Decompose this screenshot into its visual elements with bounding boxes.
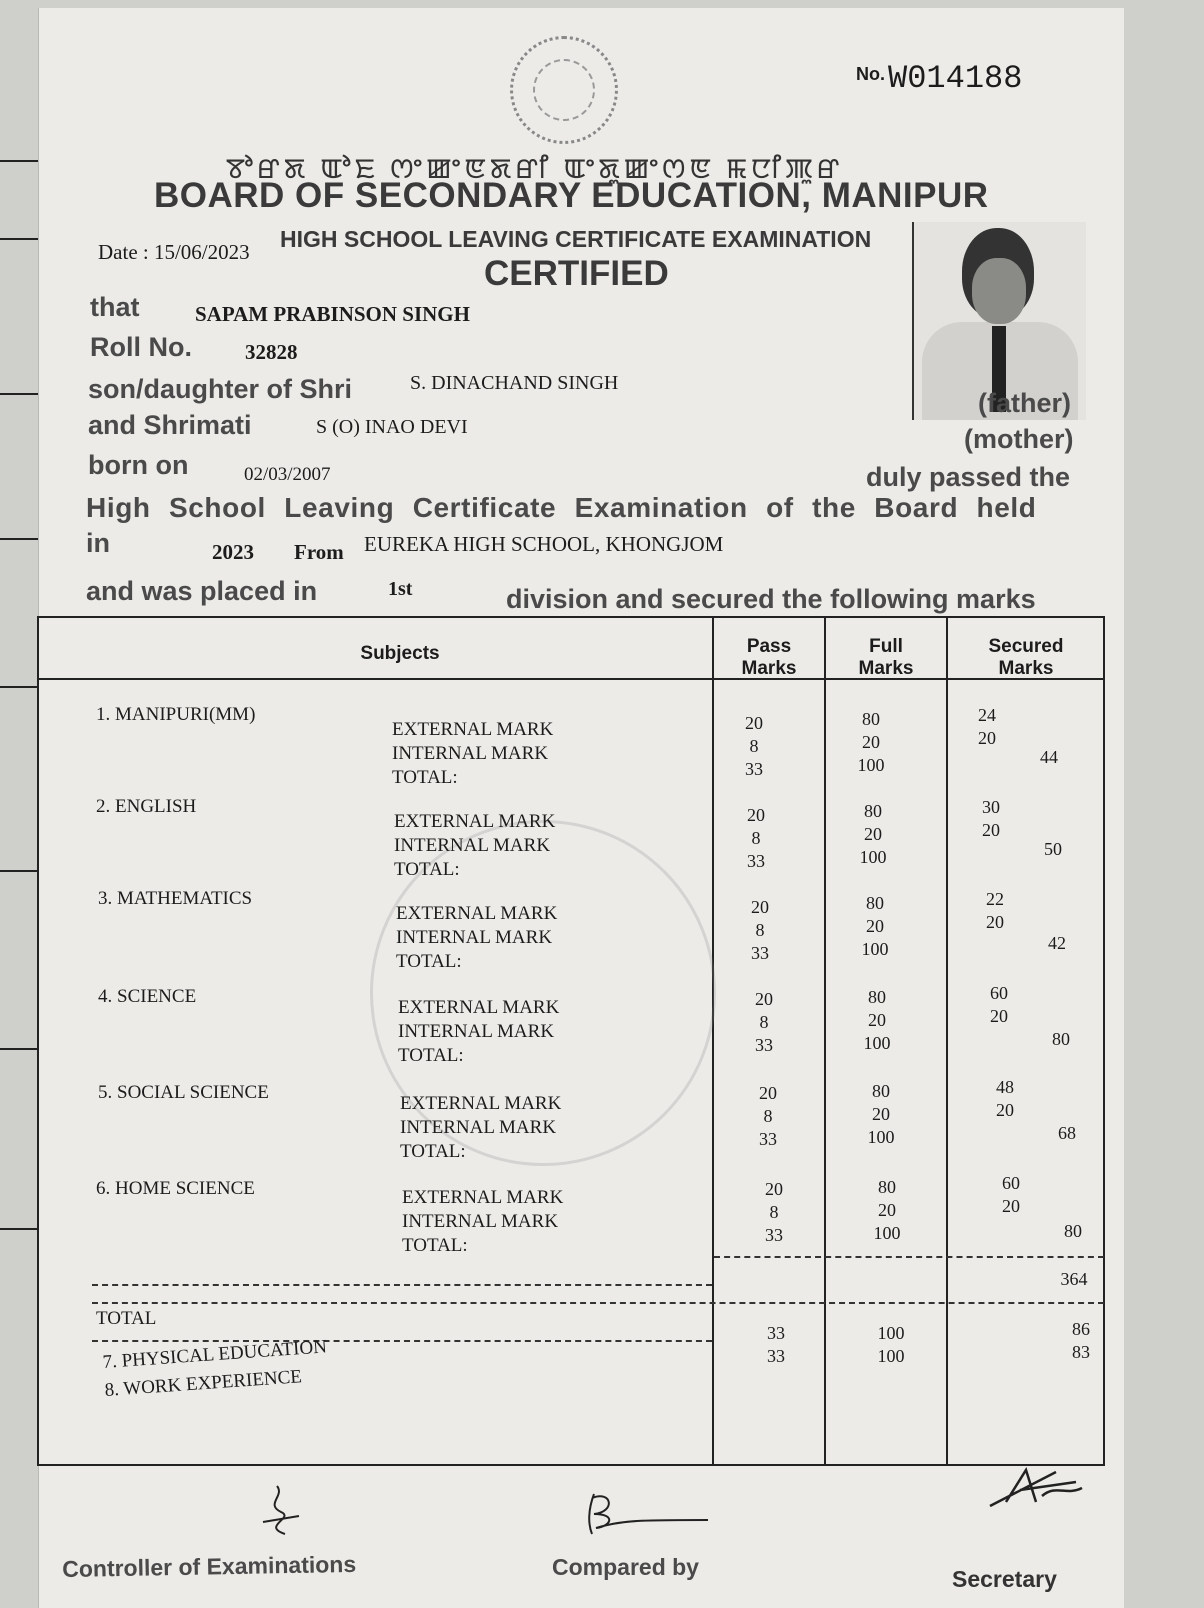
pass-marks: 20 8 33 xyxy=(765,1179,783,1245)
subject-components: EXTERNAL MARK INTERNAL MARK TOTAL: xyxy=(392,719,554,788)
that-label: that xyxy=(90,292,140,322)
dashed-rule xyxy=(714,1256,1104,1258)
exam-title: HIGH SCHOOL LEAVING CERTIFICATE EXAMINATION xyxy=(280,226,872,252)
in-label: in xyxy=(86,528,110,558)
board-script-title: ꯕꯣꯔꯗ ꯑꯣꯐ ꯁꯦꯀꯦꯟꯗꯔꯤ ꯑꯦꯗꯨꯀꯦꯁꯟ ꯃꯅꯤꯄꯨꯔ xyxy=(226,154,844,185)
exam-line: High School Leaving Certificate Examination of the Board held xyxy=(86,492,1037,523)
mother-name: S (O) INAO DEVI xyxy=(316,416,468,438)
full-marks: 80 20 100 xyxy=(857,709,885,775)
extra-subject-name: 7. PHYSICAL EDUCATION xyxy=(102,1336,328,1373)
issue-date: Date : 15/06/2023 xyxy=(98,240,250,264)
division-text: division and secured the following marks xyxy=(506,584,1036,614)
subject-total: 68 xyxy=(1058,1123,1076,1143)
subject-total: 42 xyxy=(1048,933,1066,953)
grand-total: 364 xyxy=(1060,1269,1088,1289)
header-pass: Pass Marks xyxy=(741,636,797,679)
passed-text: duly passed the xyxy=(866,462,1071,492)
subject-components: EXTERNAL MARK INTERNAL MARK TOTAL: xyxy=(394,811,556,880)
secured-marks: 48 20 xyxy=(996,1077,1014,1120)
extra-full: 100 100 xyxy=(877,1323,905,1366)
extra-pass: 33 33 xyxy=(767,1323,785,1366)
full-marks: 80 20 100 xyxy=(867,1081,895,1147)
subject-name: 4. SCIENCE xyxy=(98,986,197,1007)
subject-total: 44 xyxy=(1040,747,1058,767)
full-marks: 80 20 100 xyxy=(873,1177,901,1243)
edge-mark xyxy=(0,538,38,540)
compared-signature-icon xyxy=(582,1490,712,1540)
secretary-signature-icon xyxy=(986,1466,1086,1514)
extra-secured: 86 83 xyxy=(1072,1319,1090,1362)
header-secured: Secured Marks xyxy=(988,636,1064,679)
pass-marks: 20 8 33 xyxy=(747,805,765,871)
board-seal-icon xyxy=(510,36,618,144)
subject-total: 50 xyxy=(1044,839,1062,859)
exam-year: 2023 xyxy=(212,540,254,564)
father-paren: (father) xyxy=(978,388,1071,418)
header-subjects: Subjects xyxy=(360,643,440,664)
board-title: BOARD OF SECONDARY EDUCATION, MANIPUR xyxy=(154,176,989,215)
secured-marks: 30 20 xyxy=(982,797,1000,840)
subject-name: 1. MANIPURI(MM) xyxy=(96,704,256,725)
roll-label: Roll No. xyxy=(90,332,192,362)
secretary-label: Secretary xyxy=(952,1566,1057,1592)
full-marks: 80 20 100 xyxy=(861,893,889,959)
mother-paren: (mother) xyxy=(964,424,1074,454)
edge-mark xyxy=(0,686,38,688)
roll-number: 32828 xyxy=(245,340,298,364)
extra-subject-name: 8. WORK EXPERIENCE xyxy=(104,1366,303,1401)
cert-number-prefix: No. xyxy=(856,64,885,84)
from-label: From xyxy=(294,540,344,564)
full-marks: 80 20 100 xyxy=(859,801,887,867)
col-divider xyxy=(712,616,714,1466)
mother-label: and Shrimati xyxy=(88,410,252,440)
subject-total: 80 xyxy=(1064,1221,1082,1241)
controller-signature-icon xyxy=(255,1482,305,1542)
edge-mark xyxy=(0,393,38,395)
dashed-rule xyxy=(92,1284,712,1286)
subject-total: 80 xyxy=(1052,1029,1070,1049)
edge-mark xyxy=(0,1228,38,1230)
subject-components: EXTERNAL MARK INTERNAL MARK TOTAL: xyxy=(402,1187,564,1256)
subject-name: 5. SOCIAL SCIENCE xyxy=(98,1082,269,1103)
subject-name: 6. HOME SCIENCE xyxy=(96,1178,255,1199)
pass-marks: 20 8 33 xyxy=(751,897,769,963)
subject-components: EXTERNAL MARK INTERNAL MARK TOTAL: xyxy=(398,997,560,1066)
total-label: TOTAL xyxy=(96,1308,157,1329)
division: 1st xyxy=(388,578,413,600)
dashed-rule xyxy=(92,1302,1104,1304)
compared-label: Compared by xyxy=(552,1554,699,1580)
born-label: born on xyxy=(88,450,189,480)
col-divider xyxy=(946,616,948,1466)
edge-mark xyxy=(0,238,38,240)
placed-label: and was placed in xyxy=(86,576,318,606)
student-name: SAPAM PRABINSON SINGH xyxy=(195,302,470,326)
father-label: son/daughter of Shri xyxy=(88,374,353,404)
controller-label: Controller of Examinations xyxy=(62,1550,357,1582)
secured-marks: 60 20 xyxy=(1002,1173,1020,1216)
edge-mark xyxy=(0,160,38,162)
dob: 02/03/2007 xyxy=(244,464,331,485)
secured-marks: 22 20 xyxy=(986,889,1004,932)
subject-components: EXTERNAL MARK INTERNAL MARK TOTAL: xyxy=(396,903,558,972)
dashed-rule xyxy=(92,1340,712,1342)
subject-components: EXTERNAL MARK INTERNAL MARK TOTAL: xyxy=(400,1093,562,1162)
edge-mark xyxy=(0,1048,38,1050)
subject-name: 2. ENGLISH xyxy=(96,796,197,817)
pass-marks: 20 8 33 xyxy=(759,1083,777,1149)
secured-marks: 24 20 xyxy=(978,705,996,748)
secured-marks: 60 20 xyxy=(990,983,1008,1026)
pass-marks: 20 8 33 xyxy=(745,713,763,779)
header-full: Full Marks xyxy=(858,636,914,679)
pass-marks: 20 8 33 xyxy=(755,989,773,1055)
subject-name: 3. MATHEMATICS xyxy=(98,888,253,909)
cert-number: W014188 xyxy=(888,60,1023,97)
edge-mark xyxy=(0,870,38,872)
col-divider xyxy=(824,616,826,1466)
full-marks: 80 20 100 xyxy=(863,987,891,1053)
school-name: EUREKA HIGH SCHOOL, KHONGJOM xyxy=(364,532,724,556)
certified-heading: CERTIFIED xyxy=(484,254,669,293)
father-name: S. DINACHAND SINGH xyxy=(410,372,619,394)
